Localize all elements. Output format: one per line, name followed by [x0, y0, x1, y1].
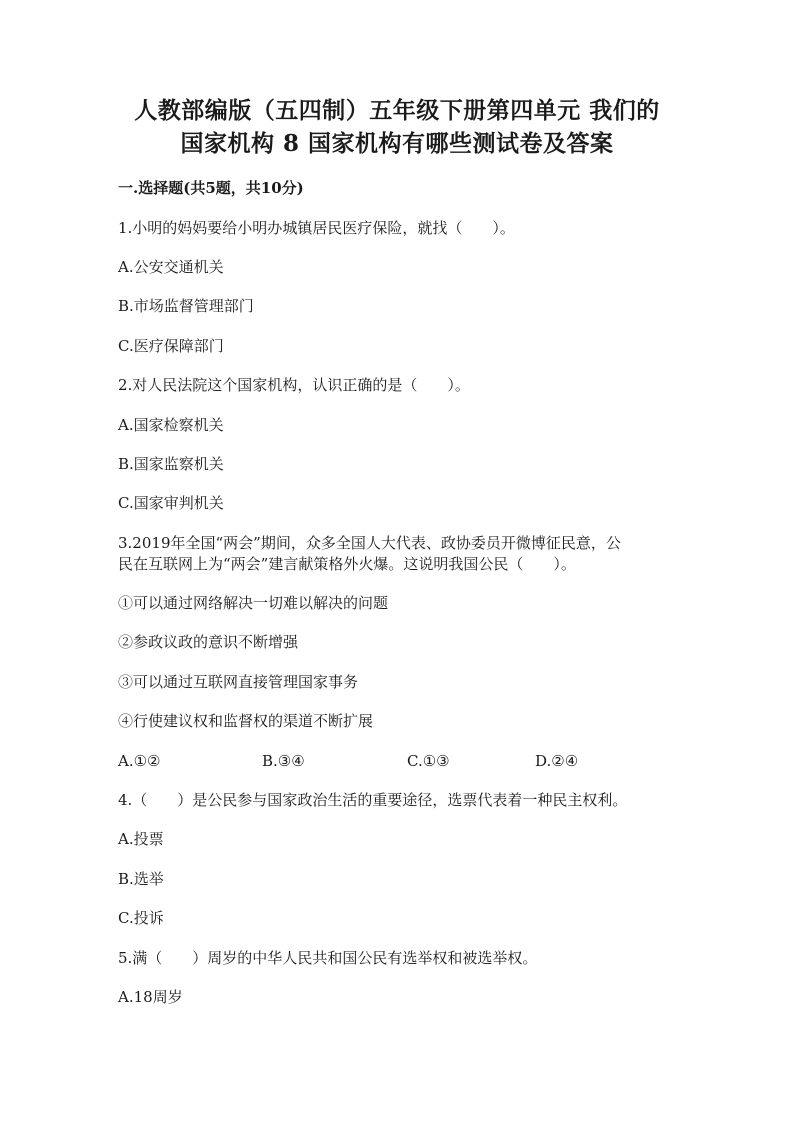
document-title-line-1: 人教部编版（五四制）五年级下册第四单元 我们的 [134, 97, 660, 124]
question-4-option-c: C.投诉 [118, 909, 164, 927]
section-heading: 一.选择题(共5题，共10分) [118, 179, 304, 197]
question-1-option-c: C.医疗保障部门 [118, 337, 224, 355]
question-2-option-a: A.国家检察机关 [118, 416, 224, 434]
question-1-option-a: A.公安交通机关 [118, 258, 224, 276]
question-3-stem-line-1: 3.2019年全国“两会”期间，众多全国人大代表、政协委员开微博征民意，公 [118, 534, 621, 552]
question-1-option-b: B.市场监督管理部门 [118, 297, 254, 315]
question-3-statement-4: ④行使建议权和监督权的渠道不断扩展 [118, 712, 374, 730]
document-title-line-2: 国家机构 8 国家机构有哪些测试卷及答案 [180, 130, 614, 157]
question-3-statement-3: ③可以通过互联网直接管理国家事务 [118, 673, 359, 691]
question-2-stem: 2.对人民法院这个国家机构，认识正确的是（ ）。 [118, 376, 470, 394]
question-1-stem: 1.小明的妈妈要给小明办城镇居民医疗保险，就找（ ）。 [118, 219, 515, 237]
question-5-stem: 5.满（ ）周岁的中华人民共和国公民有选举权和被选举权。 [118, 949, 538, 967]
question-4-option-a: A.投票 [118, 830, 164, 848]
question-3-option-a: A.①② [118, 752, 161, 770]
question-3-stem-line-2: 民在互联网上为“两会”建言献策格外火爆。这说明我国公民（ ）。 [118, 555, 576, 573]
question-4-stem: 4.（ ）是公民参与国家政治生活的重要途径，选票代表着一种民主权利。 [118, 791, 628, 809]
question-2-option-c: C.国家审判机关 [118, 494, 224, 512]
question-3-options-row [118, 751, 678, 771]
question-3-statement-2: ②参政议政的意识不断增强 [118, 633, 299, 651]
question-3-option-c: C.①③ [407, 752, 450, 770]
question-3-statement-1: ①可以通过网络解决一切难以解决的问题 [118, 594, 389, 612]
question-5-option-a: A.18周岁 [118, 988, 183, 1006]
question-2-option-b: B.国家监察机关 [118, 455, 224, 473]
question-3-option-d: D.②④ [535, 752, 579, 770]
question-3-option-b: B.③④ [262, 752, 305, 770]
question-4-option-b: B.选举 [118, 870, 164, 888]
